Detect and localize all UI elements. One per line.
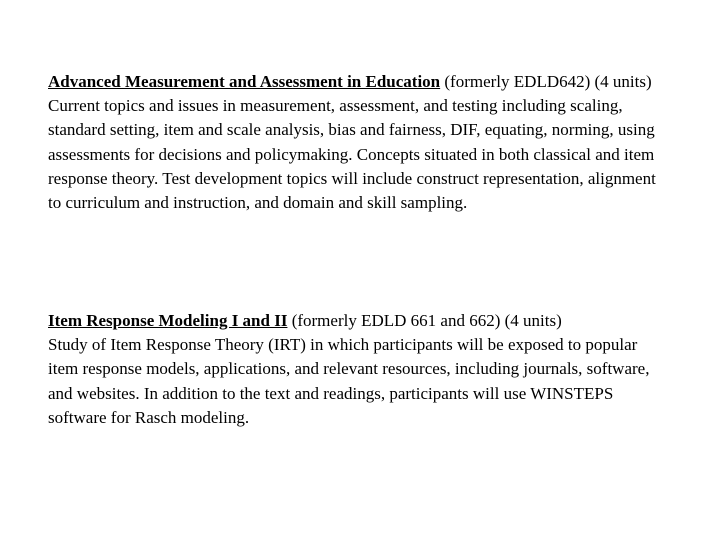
course-description: Study of Item Response Theory (IRT) in which participants will be exposed to popular item response models, applications, and relevant resources, including journals, software, and websites. In addition to the text and readings, participants will use WINSTEPS software for Rasch modeling. (48, 335, 650, 427)
course-entry (48, 309, 668, 430)
course-title: Item Response Modeling I and II (48, 311, 288, 330)
course-description: Current topics and issues in measurement, assessment, and testing including scaling, standard setting, item and scale analysis, bias and fairness, DIF, equating, norming, using assessments for decisions and policymaking. Concepts situated in both classical and item response theory. Test development topics will include construct representation, alignment to curriculum and instruction, and domain and skill sampling. (48, 96, 656, 213)
course-note: (formerly EDLD642) (4 units) (440, 72, 652, 91)
course-title: Advanced Measurement and Assessment in Education (48, 72, 441, 91)
course-note: (formerly EDLD 661 and 662) (4 units) (287, 311, 562, 330)
course-entry (48, 70, 668, 215)
